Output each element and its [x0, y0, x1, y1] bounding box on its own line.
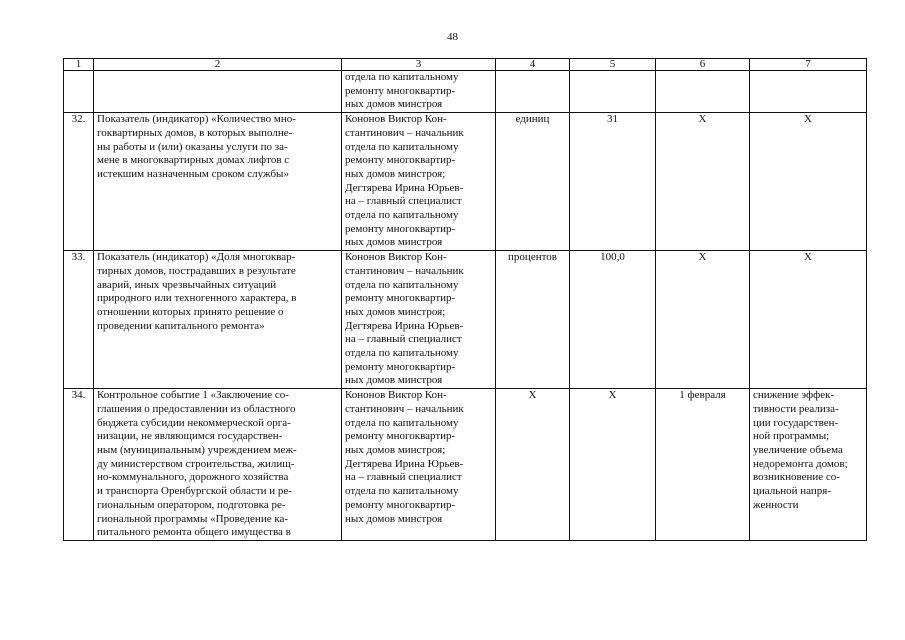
value-cell	[570, 71, 656, 113]
indicator-name-cell-line: Контрольное событие 1 «Заключение со-	[97, 389, 289, 402]
responsible-cell-line: ремонту многоквартир-	[345, 84, 456, 97]
responsible-cell-line: ных домов минстроя	[345, 512, 443, 525]
value-cell: 31	[570, 113, 656, 251]
responsible-cell-line: ных домов минстроя;	[345, 305, 446, 318]
responsible-cell-line: отдела по капитальному	[345, 140, 459, 153]
deadline-cell	[656, 71, 750, 113]
responsible-cell-line: отдела по капитальному	[345, 347, 459, 360]
deadline-cell: Х	[656, 113, 750, 251]
consequences-cell-line: недоремонта домов;	[753, 457, 848, 470]
responsible-cell-line: отдела по капитальному	[345, 71, 459, 83]
report-table	[63, 58, 867, 541]
responsible-cell-line: отдела по капитальному	[345, 416, 459, 429]
col-header-7: 7	[750, 59, 867, 71]
col-header-5: 5	[570, 59, 656, 71]
responsible-cell-line: ных домов минстроя;	[345, 443, 446, 456]
responsible-cell-line: на – главный специалист	[345, 471, 462, 484]
indicator-name-cell-line: и транспорта Оренбургской области и ре-	[97, 485, 292, 498]
consequences-cell-line: увеличение объема	[753, 443, 843, 456]
row-number-cell	[64, 71, 94, 113]
page-number: 48	[447, 31, 458, 43]
responsible-cell-line: стантинович – начальник	[345, 126, 464, 139]
indicator-name-cell-line: тирных домов, пострадавших в результате	[97, 264, 296, 277]
indicator-name-cell-line: мене в многоквартирных домах лифтов с	[97, 154, 290, 167]
consequences-cell-line: ции государствен-	[753, 416, 839, 429]
header-row	[64, 59, 867, 71]
indicator-name-cell-line: природного или техногенного характера, в	[97, 292, 297, 305]
responsible-cell-line: Кононов Виктор Кон-	[345, 251, 447, 264]
responsible-cell-line: ных домов минстроя;	[345, 167, 446, 180]
unit-cell: единиц	[496, 113, 570, 251]
indicator-name-cell-line: истекшим назначенным сроком службы»	[97, 167, 289, 180]
responsible-cell-line: Дегтярева Ирина Юрьев-	[345, 457, 464, 470]
table-row	[64, 251, 867, 389]
row-number-cell: 32.	[64, 113, 94, 251]
row-number-cell: 34.	[64, 389, 94, 541]
row-number-cell: 33.	[64, 251, 94, 389]
consequences-cell-line: Х	[804, 113, 812, 126]
responsible-cell	[342, 113, 496, 251]
col-header-6: 6	[656, 59, 750, 71]
responsible-cell-line: Дегтярева Ирина Юрьев-	[345, 181, 464, 194]
indicator-name-cell	[94, 71, 342, 113]
responsible-cell-line: ремонту многоквартир-	[345, 292, 456, 305]
indicator-name-cell-line: гиональной программы «Проведение ка-	[97, 512, 289, 525]
indicator-name-cell-line: гиональным оператором, подготовка ре-	[97, 498, 286, 511]
value-cell: 100,0	[570, 251, 656, 389]
indicator-name-cell-line: отношении которых принято решение о	[97, 305, 284, 318]
unit-cell	[496, 71, 570, 113]
responsible-cell-line: на – главный специалист	[345, 195, 462, 208]
responsible-cell-line: отдела по капитальному	[345, 485, 459, 498]
table-row	[64, 389, 867, 541]
responsible-cell-line: стантинович – начальник	[345, 402, 464, 415]
indicator-name-cell-line: проведении капитального ремонта»	[97, 319, 265, 332]
indicator-name-cell-line: глашения о предоставлении из областного	[97, 402, 296, 415]
indicator-name-cell-line: бюджета субсидии некоммерческой орга-	[97, 416, 291, 429]
table-row	[64, 71, 867, 113]
responsible-cell-line: на – главный специалист	[345, 333, 462, 346]
responsible-cell-line: отдела по капитальному	[345, 209, 459, 222]
consequences-cell-line: ной программы;	[753, 430, 830, 443]
responsible-cell-line: ных домов минстроя	[345, 374, 443, 387]
indicator-name-cell	[94, 113, 342, 251]
indicator-name-cell-line: низации, не являющимся государствен-	[97, 430, 283, 443]
indicator-name-cell-line: Показатель (индикатор) «Доля многоквар-	[97, 251, 296, 264]
responsible-cell-line: ных домов минстроя	[345, 236, 443, 249]
indicator-name-cell	[94, 251, 342, 389]
responsible-cell-line: Дегтярева Ирина Юрьев-	[345, 319, 464, 332]
col-header-2: 2	[94, 59, 342, 71]
responsible-cell-line: стантинович – начальник	[345, 264, 464, 277]
col-header-3: 3	[342, 59, 496, 71]
responsible-cell	[342, 389, 496, 541]
value-cell: Х	[570, 389, 656, 541]
indicator-name-cell-line: ны работы и (или) оказаны услуги по за-	[97, 140, 288, 153]
indicator-name-cell-line: аварий, иных чрезвычайных ситуаций	[97, 278, 277, 291]
consequences-cell-line: снижение эффек-	[753, 389, 835, 402]
indicator-name-cell-line: гоквартирных домов, в которых выполне-	[97, 126, 293, 139]
responsible-cell	[342, 71, 496, 113]
responsible-cell-line: Кононов Виктор Кон-	[345, 113, 447, 126]
col-header-4: 4	[496, 59, 570, 71]
consequences-cell-line: циальной напря-	[753, 485, 832, 498]
consequences-cell	[750, 251, 867, 389]
indicator-name-cell-line: ным (муниципальным) учреждением меж-	[97, 443, 297, 456]
indicator-name-cell-line: ду министерством строительства, жилищ-	[97, 457, 295, 470]
responsible-cell-line: ремонту многоквартир-	[345, 360, 456, 373]
indicator-name-cell-line: но-коммунального, дорожного хозяйства	[97, 471, 289, 484]
responsible-cell-line: ремонту многоквартир-	[345, 430, 456, 443]
responsible-cell-line: ремонту многоквартир-	[345, 154, 456, 167]
unit-cell: процентов	[496, 251, 570, 389]
responsible-cell-line: ремонту многоквартир-	[345, 498, 456, 511]
consequences-cell-line: возникновение со-	[753, 471, 840, 484]
indicator-name-cell	[94, 389, 342, 541]
responsible-cell-line: ных домов минстроя	[345, 98, 443, 111]
col-header-1: 1	[64, 59, 94, 71]
responsible-cell-line: отдела по капитальному	[345, 278, 459, 291]
unit-cell: Х	[496, 389, 570, 541]
table-row	[64, 113, 867, 251]
indicator-name-cell-line: питального ремонта общего имущества в	[97, 526, 291, 539]
consequences-cell-line: женности	[753, 498, 799, 511]
consequences-cell	[750, 113, 867, 251]
deadline-cell: 1 февраля	[656, 389, 750, 541]
responsible-cell	[342, 251, 496, 389]
responsible-cell-line: Кононов Виктор Кон-	[345, 389, 447, 402]
indicator-name-cell-line: Показатель (индикатор) «Количество мно-	[97, 113, 296, 126]
consequences-cell	[750, 389, 867, 541]
consequences-cell-line: Х	[804, 251, 812, 264]
deadline-cell: Х	[656, 251, 750, 389]
responsible-cell-line: ремонту многоквартир-	[345, 222, 456, 235]
consequences-cell-line: тивности реализа-	[753, 402, 839, 415]
consequences-cell	[750, 71, 867, 113]
